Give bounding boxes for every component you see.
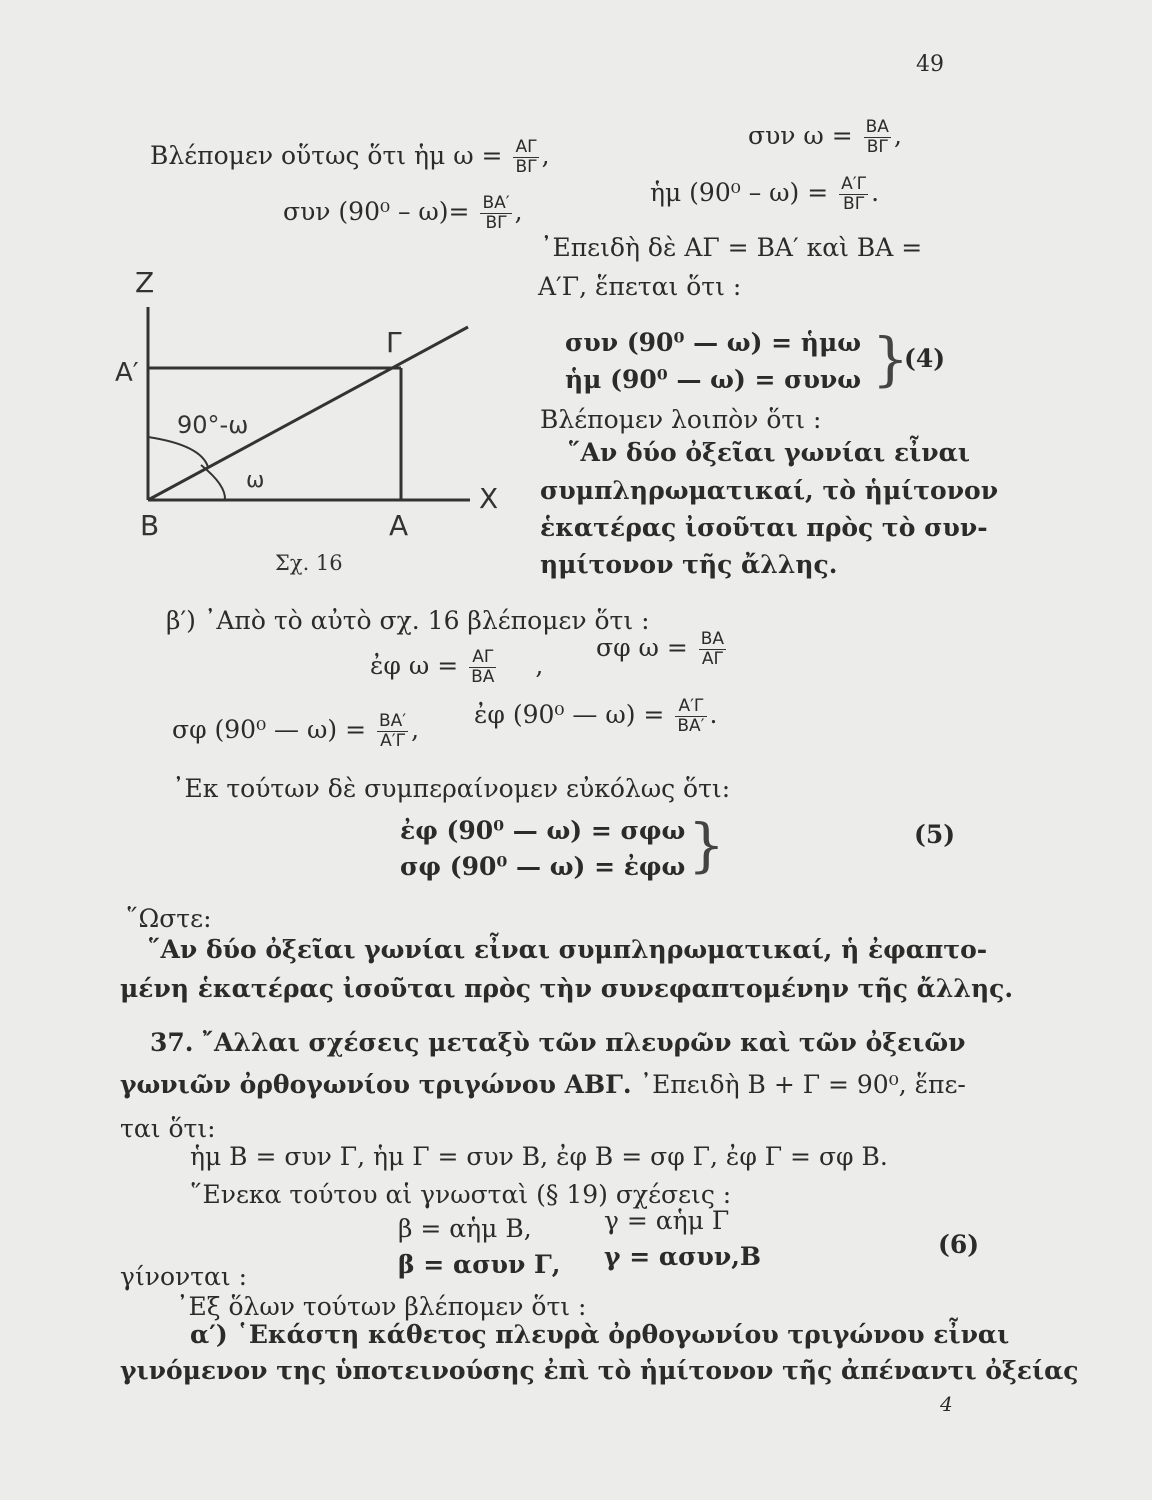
tan-line-right xyxy=(596,630,729,669)
label-gamma: Γ xyxy=(386,326,402,359)
label-z: Z xyxy=(135,266,155,299)
since-line-1: ᾽Επειδὴ δὲ ΑΓ = ΒΑ′ καὶ ΒΑ = xyxy=(540,233,923,262)
formula-text: σφ ω = xyxy=(596,633,688,662)
formula-line-1-right xyxy=(748,118,902,157)
tan-line-2-left xyxy=(172,712,419,751)
since-line-2: Α′Γ, ἕπεται ὅτι : xyxy=(538,272,742,301)
comma: , xyxy=(535,651,544,680)
numerator: Α′Γ xyxy=(678,696,704,716)
formula-text: Βλέπομεν οὕτως ὅτι ἡμ ω = xyxy=(150,141,503,170)
formula-text: ἐφ (90⁰ — ω) = xyxy=(474,700,665,729)
numerator: ΑΓ xyxy=(472,647,494,667)
denominator: ΒΓ xyxy=(515,157,537,177)
formula-text: σφ (90⁰ — ω) = xyxy=(172,715,367,744)
fraction xyxy=(864,118,891,157)
denominator: ΒΑ′ xyxy=(677,716,705,736)
fraction xyxy=(469,648,496,687)
fraction xyxy=(839,175,868,214)
rule1-line-1: ῞Αν δύο ὀξεῖαι γωνίαι εἶναι xyxy=(568,438,970,467)
denominator: ΒΓ xyxy=(480,213,511,233)
denominator: ΒΓ xyxy=(864,137,891,157)
numerator: Α′Γ xyxy=(841,174,867,194)
we-see-line: Βλέπομεν λοιπὸν ὅτι : xyxy=(540,405,822,434)
eq4-tag: (4) xyxy=(904,344,946,373)
angle-arc-90-omega xyxy=(148,437,208,467)
formula-line-2-right xyxy=(650,175,879,214)
eq4-line-b: ἡμ (90⁰ — ω) = συνω xyxy=(565,365,862,394)
figure-16 xyxy=(105,255,525,585)
fraction xyxy=(675,697,706,736)
formula-text: συν (90⁰ – ω)= xyxy=(283,197,470,226)
eq6-right: γ = ασυν,Β xyxy=(604,1242,762,1271)
right-brace: } xyxy=(872,325,909,393)
eq4-line-a: συν (90⁰ — ω) = ἡμω xyxy=(565,328,862,357)
rule1-line-3: ἑκατέρας ἰσοῦται πρὸς τὸ συν- xyxy=(540,513,988,542)
rule2-line-1: ῞Αν δύο ὀξεῖαι γωνίαι εἶναι συμπληρωματικαί, ἡ ἐφαπτο- xyxy=(148,935,988,964)
become-line: γίνονται : xyxy=(120,1262,248,1291)
label-a: Α xyxy=(389,509,409,542)
numerator: ΒΑ′ xyxy=(378,711,407,731)
numerator: ΑΓ xyxy=(515,137,537,157)
formula-text: συν ω = xyxy=(748,121,853,150)
label-x: Χ xyxy=(479,482,499,515)
comma: , xyxy=(514,197,523,226)
conclude-line: ᾽Εκ τούτων δὲ συμπεραίνομεν εὐκόλως ὅτι: xyxy=(172,774,731,803)
section-37-line-2 xyxy=(120,1070,966,1099)
hence-line: ῞Ενεκα τούτου αἱ γνωσταὶ (§ 19) σχέσεις : xyxy=(190,1180,732,1209)
section-title-cont: γωνιῶν ὀρθογωνίου τριγώνου ΑΒΓ. xyxy=(120,1070,632,1099)
numerator: ΒΑ′ xyxy=(482,193,510,213)
eq6-left: β = ασυν Γ, xyxy=(398,1250,561,1279)
hoste-line: ῞Ωστε: xyxy=(126,904,212,933)
formula-line-2 xyxy=(283,194,523,233)
signature-mark: 4 xyxy=(940,1392,953,1416)
eq5-line-a: ἐφ (90⁰ — ω) = σφω xyxy=(400,816,686,845)
section-37-line-3: ται ὅτι: xyxy=(120,1114,216,1143)
fraction xyxy=(377,712,408,751)
denominator: ΑΓ xyxy=(699,649,726,669)
eq6-tag: (6) xyxy=(938,1230,980,1259)
fraction xyxy=(513,138,538,177)
section-37-line-1 xyxy=(150,1028,966,1057)
denominator: ΒΑ xyxy=(471,667,495,687)
label-omega: ω xyxy=(246,468,265,493)
known-eq-left: β = αἡμ Β, xyxy=(398,1214,532,1243)
comma: , xyxy=(893,121,902,150)
rule3-line-1: α′) ῾Εκάστη κάθετος πλευρὰ ὀρθογωνίου τριγώνου εἶναι xyxy=(190,1320,1010,1349)
known-eq-right: γ = αἡμ Γ xyxy=(604,1206,730,1235)
eq5-tag: (5) xyxy=(914,820,956,849)
tan-line-left xyxy=(370,648,543,687)
period: . xyxy=(709,700,718,729)
beta-intro: β′) ᾽Απὸ τὸ αὐτὸ σχ. 16 βλέπομεν ὅτι : xyxy=(166,606,650,635)
period: . xyxy=(871,178,880,207)
right-brace: } xyxy=(688,811,725,879)
numerator: ΒΑ xyxy=(700,629,725,649)
label-angle: 90°-ω xyxy=(177,411,249,439)
rule1-line-4: ημίτονον τῆς ἄλλης. xyxy=(540,550,838,579)
label-a-prime: Α′ xyxy=(115,358,139,388)
denominator: ΒΓ xyxy=(839,194,868,214)
section-title: ῎Αλλαι σχέσεις μεταξὺ τῶν πλευρῶν καὶ τῶν ὀξειῶν xyxy=(201,1028,966,1057)
section-text: ᾽Επειδὴ Β + Γ = 90⁰, ἕπε- xyxy=(639,1070,966,1099)
from-all-line: ᾽Εξ ὅλων τούτων βλέπομεν ὅτι : xyxy=(176,1292,587,1321)
fraction xyxy=(699,630,726,669)
denominator: Α′Γ xyxy=(377,731,408,751)
fraction xyxy=(480,194,511,233)
numerator: ΒΑ xyxy=(865,117,889,137)
rule1-line-2: συμπληρωματικαί, τὸ ἡμίτονον xyxy=(540,476,999,505)
rule2-line-2: μένη ἑκατέρας ἰσοῦται πρὸς τὴν συνεφαπτομένην τῆς ἄλλης. xyxy=(120,974,1014,1003)
comma: , xyxy=(411,715,420,744)
formula-text: ἐφ ω = xyxy=(370,651,459,680)
eq5-line-b: σφ (90⁰ — ω) = ἐφω xyxy=(400,852,686,881)
comma: , xyxy=(541,141,550,170)
relations-line: ἡμ Β = συν Γ, ἡμ Γ = συν Β, ἐφ Β = σφ Γ, ἐφ Γ = σφ Β. xyxy=(190,1142,888,1171)
page-number: 49 xyxy=(916,52,944,77)
tan-line-2-right xyxy=(474,697,717,736)
rule3-line-2: γινόμενον της ὑποτεινούσης ἐπὶ τὸ ἡμίτονον τῆς ἀπέναντι ὀξείας xyxy=(120,1356,1079,1385)
section-number: 37. xyxy=(150,1028,194,1057)
formula-line-1 xyxy=(150,138,550,177)
formula-text: ἡμ (90⁰ – ω) = xyxy=(650,178,829,207)
label-b: Β xyxy=(140,509,160,542)
figure-caption: Σχ. 16 xyxy=(275,551,343,575)
